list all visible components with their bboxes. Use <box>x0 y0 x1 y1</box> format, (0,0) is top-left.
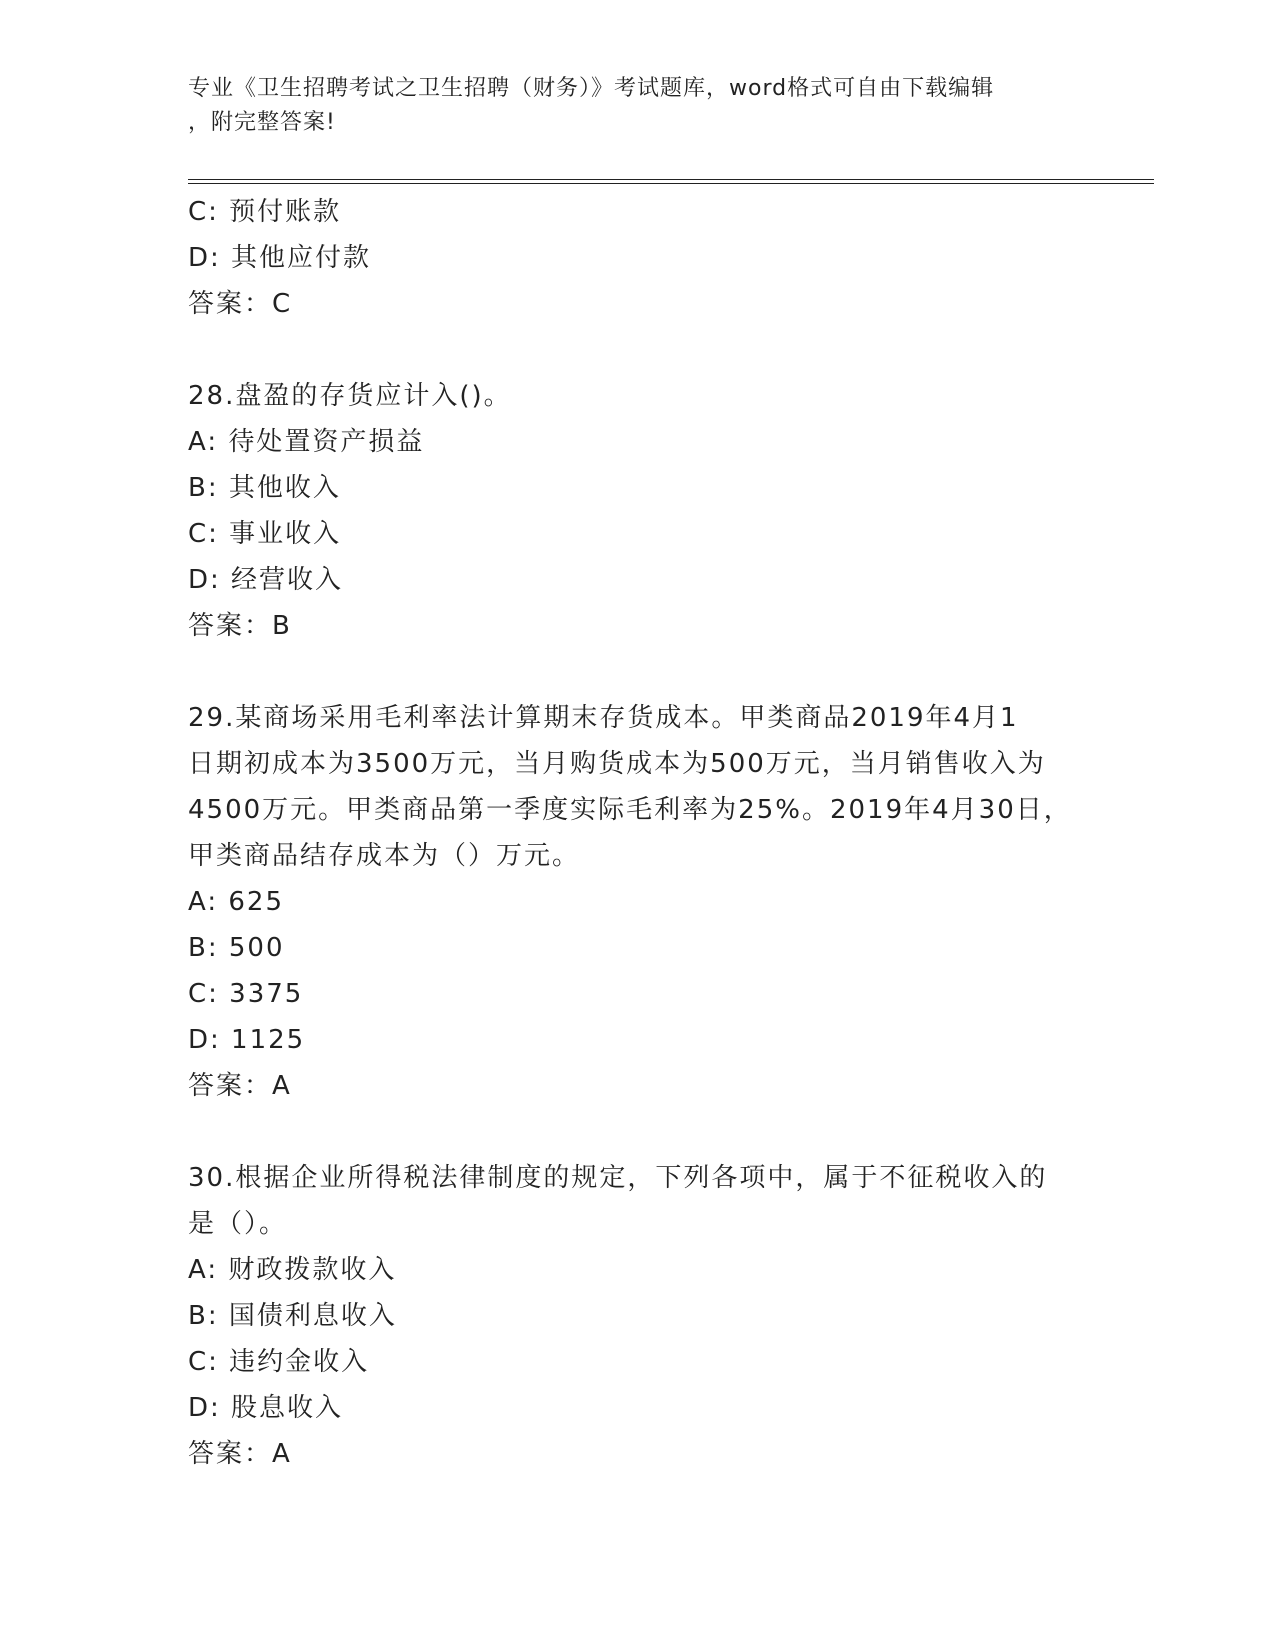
answer-line: 答案：B <box>188 611 292 641</box>
option-b: B: 500 <box>188 933 285 963</box>
spacer <box>188 327 1088 373</box>
header-line-2: ，附完整答案! <box>188 110 336 135</box>
document-header <box>188 72 1088 140</box>
option-c: C: 违约金收入 <box>188 1347 370 1377</box>
header-line-1: 专业《卫生招聘考试之卫生招聘（财务）》考试题库，word格式可自由下载编辑 <box>188 76 995 101</box>
question-28 <box>188 373 1088 649</box>
option-a: A: 625 <box>188 887 284 917</box>
spacer <box>188 1109 1088 1155</box>
header-divider-bottom <box>188 183 1154 184</box>
question-stem-line-2: 日期初成本为3500万元，当月购货成本为500万元，当月销售收入为 <box>188 749 1046 779</box>
question-list <box>188 189 1088 1477</box>
question-stem-line-1: 29.某商场采用毛利率法计算期末存货成本。甲类商品2019年4月1 <box>188 703 1019 733</box>
header-divider-top <box>188 179 1154 180</box>
question-stem-line-1: 30.根据企业所得税法律制度的规定，下列各项中，属于不征税收入的 <box>188 1163 1048 1193</box>
option-c: C: 事业收入 <box>188 519 342 549</box>
option-b: B: 其他收入 <box>188 473 341 503</box>
answer-line: 答案：A <box>188 1439 292 1469</box>
option-b: B: 国债利息收入 <box>188 1301 397 1331</box>
option-a: A: 财政拨款收入 <box>188 1255 397 1285</box>
option-c: C: 3375 <box>188 979 304 1009</box>
question-stem: 28.盘盈的存货应计入()。 <box>188 381 512 411</box>
question-stem-line-3: 4500万元。甲类商品第一季度实际毛利率为25%。2019年4月30日， <box>188 795 1072 825</box>
question-27-tail <box>188 189 1088 327</box>
question-29 <box>188 695 1088 1109</box>
answer-line: 答案：C <box>188 289 293 319</box>
question-stem-line-4: 甲类商品结存成本为（）万元。 <box>188 841 581 871</box>
option-d: D: 1125 <box>188 1025 306 1055</box>
question-30 <box>188 1155 1088 1477</box>
question-stem-line-2: 是（）。 <box>188 1209 288 1239</box>
option-d: D: 经营收入 <box>188 565 344 595</box>
option-a: A: 待处置资产损益 <box>188 427 425 457</box>
option-d: D: 其他应付款 <box>188 243 372 273</box>
spacer <box>188 649 1088 695</box>
option-c: C: 预付账款 <box>188 197 342 227</box>
answer-line: 答案：A <box>188 1071 292 1101</box>
option-d: D: 股息收入 <box>188 1393 344 1423</box>
